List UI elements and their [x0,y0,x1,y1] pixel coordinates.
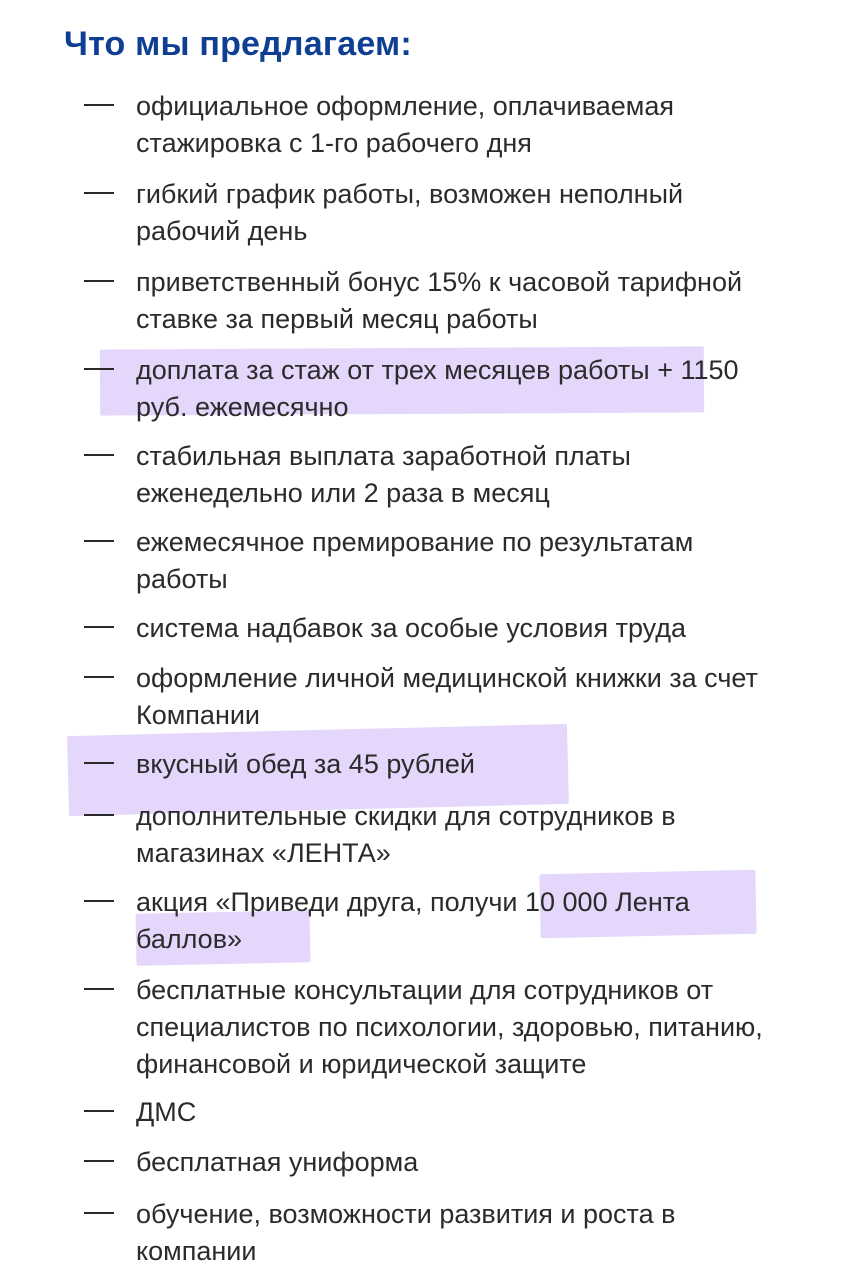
dash-bullet-icon [84,900,114,902]
list-item-text: акция «Приведи друга, получи 10 000 Лента баллов» [136,887,690,954]
list-item-text: ежемесячное премирование по результатам работы [136,527,694,594]
list-item-text: оформление личной медицинской книжки за счет Компании [136,663,758,730]
dash-bullet-icon [84,1160,114,1162]
dash-bullet-icon [84,814,114,816]
list-item-text: бесплатные консультации для сотрудников от специалистов по психологии, здоровью, питанию, финансовой и юридической защите [136,975,763,1079]
list-item-text: система надбавок за особые условия труда [136,613,687,643]
dash-bullet-icon [84,368,114,370]
list-item-text: доплата за стаж от трех месяцев работы + 1150 руб. ежемесячно [136,355,739,422]
list-item-text: официальное оформление, оплачиваемая стажировка с 1-го рабочего дня [136,91,674,158]
list-item-text: обучение, возможности развития и роста в компании [136,1199,676,1266]
page-title: Что мы предлагаем: [64,25,412,63]
list-item-text: ДМС [136,1097,197,1127]
dash-bullet-icon [84,104,114,106]
list-item-text: стабильная выплата заработной платы еженедельно или 2 раза в месяц [136,441,631,508]
list-item-text: вкусный обед за 45 рублей [136,749,475,779]
dash-bullet-icon [84,454,114,456]
dash-bullet-icon [84,988,114,990]
dash-bullet-icon [84,192,114,194]
list-item-text: бесплатная униформа [136,1147,419,1177]
dash-bullet-icon [84,1110,114,1112]
list-item-text: приветственный бонус 15% к часовой тарифной ставке за первый месяц работы [136,267,743,334]
dash-bullet-icon [84,280,114,282]
list-item-text: гибкий график работы, возможен неполный рабочий день [136,179,684,246]
dash-bullet-icon [84,626,114,628]
dash-bullet-icon [84,1212,114,1214]
dash-bullet-icon [84,676,114,678]
list-item-text: дополнительные скидки для сотрудников в магазинах «ЛЕНТА» [136,801,676,868]
dash-bullet-icon [84,540,114,542]
dash-bullet-icon [84,762,114,764]
